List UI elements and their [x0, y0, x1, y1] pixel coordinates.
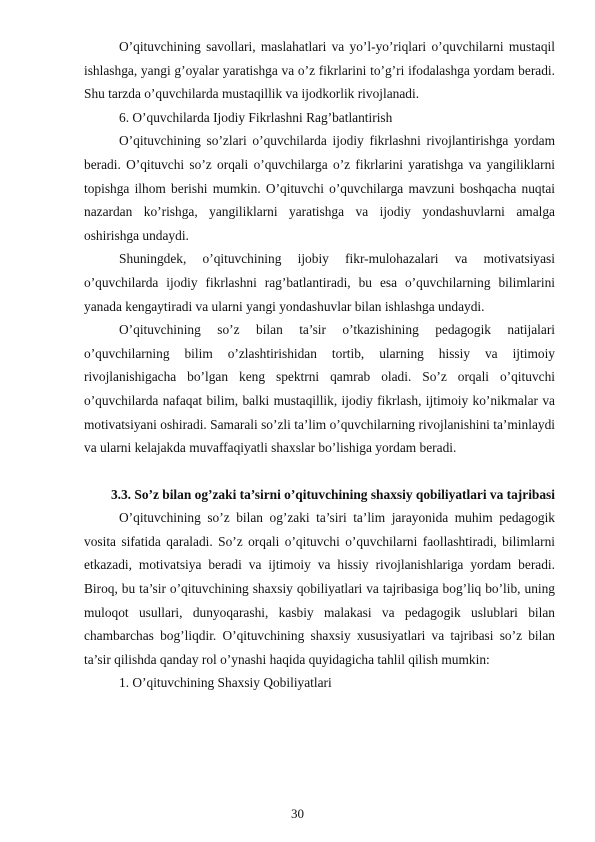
paragraph-pedagogical-results: O’qituvchining so’z bilan ta’sir o’tkazishining pedagogik natijalari o’quvchilarning bilim o’zlashtirishidan tortib, ularning hissiy va ijtimoiy rivojlanishigacha bo’lgan keng spektrni qamrab oladi. So’z orqali o’qituvchi o’quvchilarda nafaqat bilim, balki mustaqillik, ijodiy fikrlash, ijtimoiy ko’nikmalar va motivatsiyani oshiradi. Samarali so’zli ta’lim o’quvchilarning rivojlanishini ta’minlaydi va ularni kelajakda muvaffaqiyatli shaxslar bo’lishiga yordam beradi. [84, 322, 555, 456]
section-gap [84, 460, 555, 483]
paragraph-independence: O’qituvchining savollari, maslahatlari va yo’l-yo’riqlari o’quvchilarni mustaqil ishlashga, yangi g’oyalar yaratishga va o’z fikrlarini to’g’ri ifodalashga yordam beradi. Shu tarzda o’quvchilarda mustaqillik va ijodkorlik rivojlanadi. [84, 39, 555, 102]
paragraph-verbal-influence: O’qituvchining so’z bilan og’zaki ta’siri ta’lim jarayonida muhim pedagogik vosita sifatida qaraladi. So’z orqali o’qituvchi o’quvchilarni faollashtiradi, bilimlarni etkazadi, motivatsiya beradi va ijtimoiy va hissiy rivojlanishlariga yordam beradi. Biroq, bu ta’sir o’qituvchining shaxsiy qobiliyatlari va tajribasiga bog’liq bo’lib, uning muloqot usullari, dunyoqarashi, kasbiy malakasi va pedagogik uslublari bilan chambarchas bog’liqdir. O’qituvchining shaxsiy xususiyatlari va tajribasi so’z bilan ta’sir qilishda qanday rol o’ynashi haqida quyidagicha tahlil qilish mumkin: [84, 510, 555, 667]
paragraph-feedback-motivation: Shuningdek, o’qituvchining ijobiy fikr-mulohazalari va motivatsiyasi o’quvchilarda ijodiy fikrlashni rag’batlantiradi, bu esa o’quvchilarning bilimlarini yanada kengaytiradi va ularni yangi yondashuvlar bilan ishlashga undaydi. [84, 251, 555, 314]
page-content [84, 35, 555, 695]
subsection-title-creative-thinking: 6. O’quvchilarda Ijodiy Fikrlashni Rag’batlantirish [119, 109, 393, 125]
page-number: 30 [291, 806, 304, 821]
subsection-title-personal-abilities: 1. O’qituvchining Shaxsiy Qobiliyatlari [119, 675, 332, 691]
paragraph-creative-thinking: O’qituvchining so’zlari o’quvchilarda ijodiy fikrlashni rivojlantirishga yordam beradi. O’qituvchi so’z orqali o’quvchilarga o’z fikrlarini yaratishga va yangiliklarni topishga ilhom berishi mumkin. O’qituvchi o’quvchilarga mavzuni boshqacha nuqtai nazardan ko’rishga, yangiliklarni yaratishga va ijodiy yondashuvlarni amalga oshirishga undaydi. [84, 133, 555, 243]
section-heading: 3.3. So’z bilan og’zaki ta’sirni o’qituvchining shaxsiy qobiliyatlari va tajribasi [110, 486, 555, 502]
